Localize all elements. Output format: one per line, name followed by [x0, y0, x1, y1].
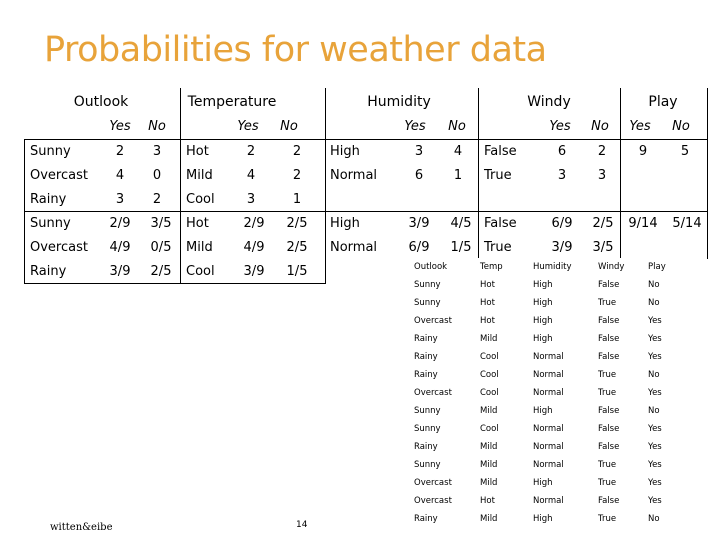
dataset-cell: Sunny — [414, 298, 441, 308]
count-outlook-no: 3 — [152, 144, 162, 159]
dataset-cell: False — [598, 406, 620, 416]
dataset-cell: Overcast — [414, 388, 452, 398]
dataset-cell: Hot — [480, 280, 495, 290]
temperature-column-divider — [325, 88, 326, 284]
dataset-cell: Mild — [480, 406, 498, 416]
dataset-cell: False — [598, 334, 620, 344]
count-humidity-yes: 6 — [414, 168, 424, 183]
outlook-header: Outlook — [73, 94, 129, 110]
count-humidity-no: 1 — [453, 168, 463, 183]
dataset-cell: High — [533, 406, 553, 416]
dataset-cell: Rainy — [414, 370, 438, 380]
fraction-windy-label: True — [484, 240, 512, 255]
count-outlook-label: Overcast — [30, 168, 88, 183]
fraction-windy-no: 2/5 — [592, 216, 614, 231]
dataset-cell: Overcast — [414, 478, 452, 488]
outlook-yes-label: Yes — [109, 119, 131, 134]
dataset-cell: Normal — [533, 352, 564, 362]
count-temp-yes: 2 — [246, 144, 256, 159]
temperature-no-label: No — [280, 119, 298, 134]
count-windy-no: 3 — [597, 168, 607, 183]
fraction-outlook-yes: 3/9 — [109, 264, 131, 279]
dataset-cell: Normal — [533, 496, 564, 506]
fraction-temp-yes: 4/9 — [243, 240, 265, 255]
humidity-column-divider — [478, 88, 479, 259]
dataset-cell: Rainy — [414, 442, 438, 452]
table-bottom-border — [24, 283, 326, 284]
header-top — [24, 88, 708, 89]
dataset-cell: No — [648, 280, 660, 290]
dataset-cell: Normal — [533, 442, 564, 452]
fraction-humidity-yes: 3/9 — [408, 216, 430, 231]
dataset-cell: Overcast — [414, 316, 452, 326]
fraction-outlook-yes: 2/9 — [109, 216, 131, 231]
dataset-cell: High — [533, 334, 553, 344]
dataset-cell: High — [533, 478, 553, 488]
count-outlook-yes: 4 — [115, 168, 125, 183]
fraction-temp-yes: 2/9 — [243, 216, 265, 231]
count-windy-label: False — [484, 144, 517, 159]
dataset-cell: False — [598, 424, 620, 434]
dataset-cell: Hot — [480, 496, 495, 506]
windy-yes-label: Yes — [549, 119, 571, 134]
fraction-play-yes: 9/14 — [628, 216, 658, 231]
dataset-cell: Normal — [533, 388, 564, 398]
dataset-cell: High — [533, 514, 553, 524]
dataset-cell: Yes — [648, 442, 662, 452]
dataset-cell: Normal — [533, 424, 564, 434]
dataset-cell: Overcast — [414, 496, 452, 506]
dataset-cell: Yes — [648, 388, 662, 398]
count-outlook-yes: 3 — [115, 192, 125, 207]
dataset-header-cell: Outlook — [414, 262, 448, 272]
count-windy-yes: 3 — [557, 168, 567, 183]
dataset-cell: Yes — [648, 460, 662, 470]
dataset-cell: True — [598, 298, 617, 308]
windy-no-label: No — [591, 119, 609, 134]
dataset-cell: Rainy — [414, 334, 438, 344]
dataset-cell: Mild — [480, 442, 498, 452]
table-right-border — [707, 88, 708, 259]
count-windy-no: 2 — [597, 144, 607, 159]
count-humidity-label: Normal — [330, 168, 378, 183]
count-play-no: 5 — [680, 144, 690, 159]
fraction-windy-no: 3/5 — [592, 240, 614, 255]
count-temp-label: Mild — [186, 168, 213, 183]
dataset-cell: Normal — [533, 370, 564, 380]
play-header: Play — [648, 94, 678, 110]
count-temp-no: 1 — [292, 192, 302, 207]
fraction-humidity-no: 1/5 — [450, 240, 472, 255]
dataset-cell: Rainy — [414, 352, 438, 362]
fraction-humidity-label: High — [330, 216, 360, 231]
dataset-cell: Yes — [648, 424, 662, 434]
dataset-cell: True — [598, 460, 617, 470]
windy-column-divider — [620, 88, 621, 259]
count-temp-label: Hot — [186, 144, 209, 159]
fraction-humidity-no: 4/5 — [450, 216, 472, 231]
dataset-cell: Cool — [480, 352, 499, 362]
dataset-cell: Sunny — [414, 424, 441, 434]
count-humidity-label: High — [330, 144, 360, 159]
humidity-no-label: No — [448, 119, 466, 134]
count-temp-no: 2 — [292, 168, 302, 183]
dataset-cell: True — [598, 370, 617, 380]
dataset-cell: Sunny — [414, 406, 441, 416]
counts-divider — [24, 211, 708, 212]
count-temp-yes: 4 — [246, 168, 256, 183]
count-temp-no: 2 — [292, 144, 302, 159]
fraction-windy-yes: 3/9 — [551, 240, 573, 255]
dataset-cell: Mild — [480, 460, 498, 470]
count-windy-label: True — [484, 168, 512, 183]
dataset-cell: High — [533, 316, 553, 326]
slide-title: Probabilities for weather data — [44, 30, 547, 70]
dataset-cell: False — [598, 442, 620, 452]
dataset-cell: No — [648, 514, 660, 524]
count-outlook-label: Sunny — [30, 144, 71, 159]
dataset-cell: Cool — [480, 424, 499, 434]
fraction-temp-no: 1/5 — [286, 264, 308, 279]
temperature-yes-label: Yes — [237, 119, 259, 134]
fraction-temp-yes: 3/9 — [243, 264, 265, 279]
page-number: 14 — [296, 520, 308, 530]
dataset-cell: Cool — [480, 370, 499, 380]
temperature-header: Temperature — [187, 94, 277, 110]
fraction-play-no: 5/14 — [672, 216, 702, 231]
dataset-cell: Mild — [480, 514, 498, 524]
dataset-cell: No — [648, 370, 660, 380]
fraction-outlook-label: Sunny — [30, 216, 71, 231]
dataset-cell: No — [648, 298, 660, 308]
count-temp-label: Cool — [186, 192, 215, 207]
play-no-label: No — [672, 119, 690, 134]
humidity-yes-label: Yes — [404, 119, 426, 134]
dataset-cell: False — [598, 280, 620, 290]
dataset-cell: True — [598, 514, 617, 524]
dataset-header-cell: Play — [648, 262, 666, 272]
dataset-cell: Sunny — [414, 460, 441, 470]
dataset-cell: Yes — [648, 316, 662, 326]
count-outlook-no: 0 — [152, 168, 162, 183]
dataset-cell: Yes — [648, 478, 662, 488]
play-yes-label: Yes — [629, 119, 651, 134]
fraction-humidity-label: Normal — [330, 240, 378, 255]
dataset-cell: Hot — [480, 316, 495, 326]
dataset-header-cell: Temp — [480, 262, 503, 272]
fraction-windy-label: False — [484, 216, 517, 231]
fraction-temp-label: Hot — [186, 216, 209, 231]
dataset-cell: False — [598, 352, 620, 362]
dataset-cell: False — [598, 316, 620, 326]
dataset-cell: Mild — [480, 334, 498, 344]
count-outlook-label: Rainy — [30, 192, 67, 207]
dataset-cell: Yes — [648, 352, 662, 362]
dataset-cell: False — [598, 496, 620, 506]
dataset-cell: Normal — [533, 460, 564, 470]
dataset-cell: Sunny — [414, 280, 441, 290]
dataset-cell: No — [648, 406, 660, 416]
fraction-windy-yes: 6/9 — [551, 216, 573, 231]
fraction-outlook-label: Overcast — [30, 240, 88, 255]
count-humidity-no: 4 — [453, 144, 463, 159]
dataset-cell: Yes — [648, 496, 662, 506]
count-windy-yes: 6 — [557, 144, 567, 159]
dataset-cell: Yes — [648, 334, 662, 344]
dataset-header-cell: Windy — [598, 262, 625, 272]
fraction-outlook-no: 3/5 — [150, 216, 172, 231]
fraction-outlook-no: 0/5 — [150, 240, 172, 255]
count-temp-yes: 3 — [246, 192, 256, 207]
fraction-temp-no: 2/5 — [286, 240, 308, 255]
humidity-header: Humidity — [367, 94, 431, 110]
fraction-outlook-yes: 4/9 — [109, 240, 131, 255]
fraction-humidity-yes: 6/9 — [408, 240, 430, 255]
dataset-cell: True — [598, 388, 617, 398]
dataset-cell: High — [533, 298, 553, 308]
outlook-no-label: No — [148, 119, 166, 134]
dataset-header-cell: Humidity — [533, 262, 572, 272]
table-left-border — [24, 139, 25, 284]
count-outlook-yes: 2 — [115, 144, 125, 159]
dataset-cell: Rainy — [414, 514, 438, 524]
fraction-temp-label: Mild — [186, 240, 213, 255]
dataset-cell: True — [598, 478, 617, 488]
windy-header: Windy — [527, 94, 571, 110]
dataset-cell: Cool — [480, 388, 499, 398]
weather-dataset-table — [408, 258, 680, 528]
dataset-cell: Hot — [480, 298, 495, 308]
footer-credit: witten&eibe — [50, 522, 113, 533]
header-divider — [24, 139, 708, 140]
fraction-temp-no: 2/5 — [286, 216, 308, 231]
dataset-cell: High — [533, 280, 553, 290]
count-humidity-yes: 3 — [414, 144, 424, 159]
count-play-yes: 9 — [638, 144, 648, 159]
count-outlook-no: 2 — [152, 192, 162, 207]
outlook-column-divider — [180, 88, 181, 284]
fraction-outlook-label: Rainy — [30, 264, 67, 279]
dataset-cell: Mild — [480, 478, 498, 488]
fraction-outlook-no: 2/5 — [150, 264, 172, 279]
fraction-temp-label: Cool — [186, 264, 215, 279]
